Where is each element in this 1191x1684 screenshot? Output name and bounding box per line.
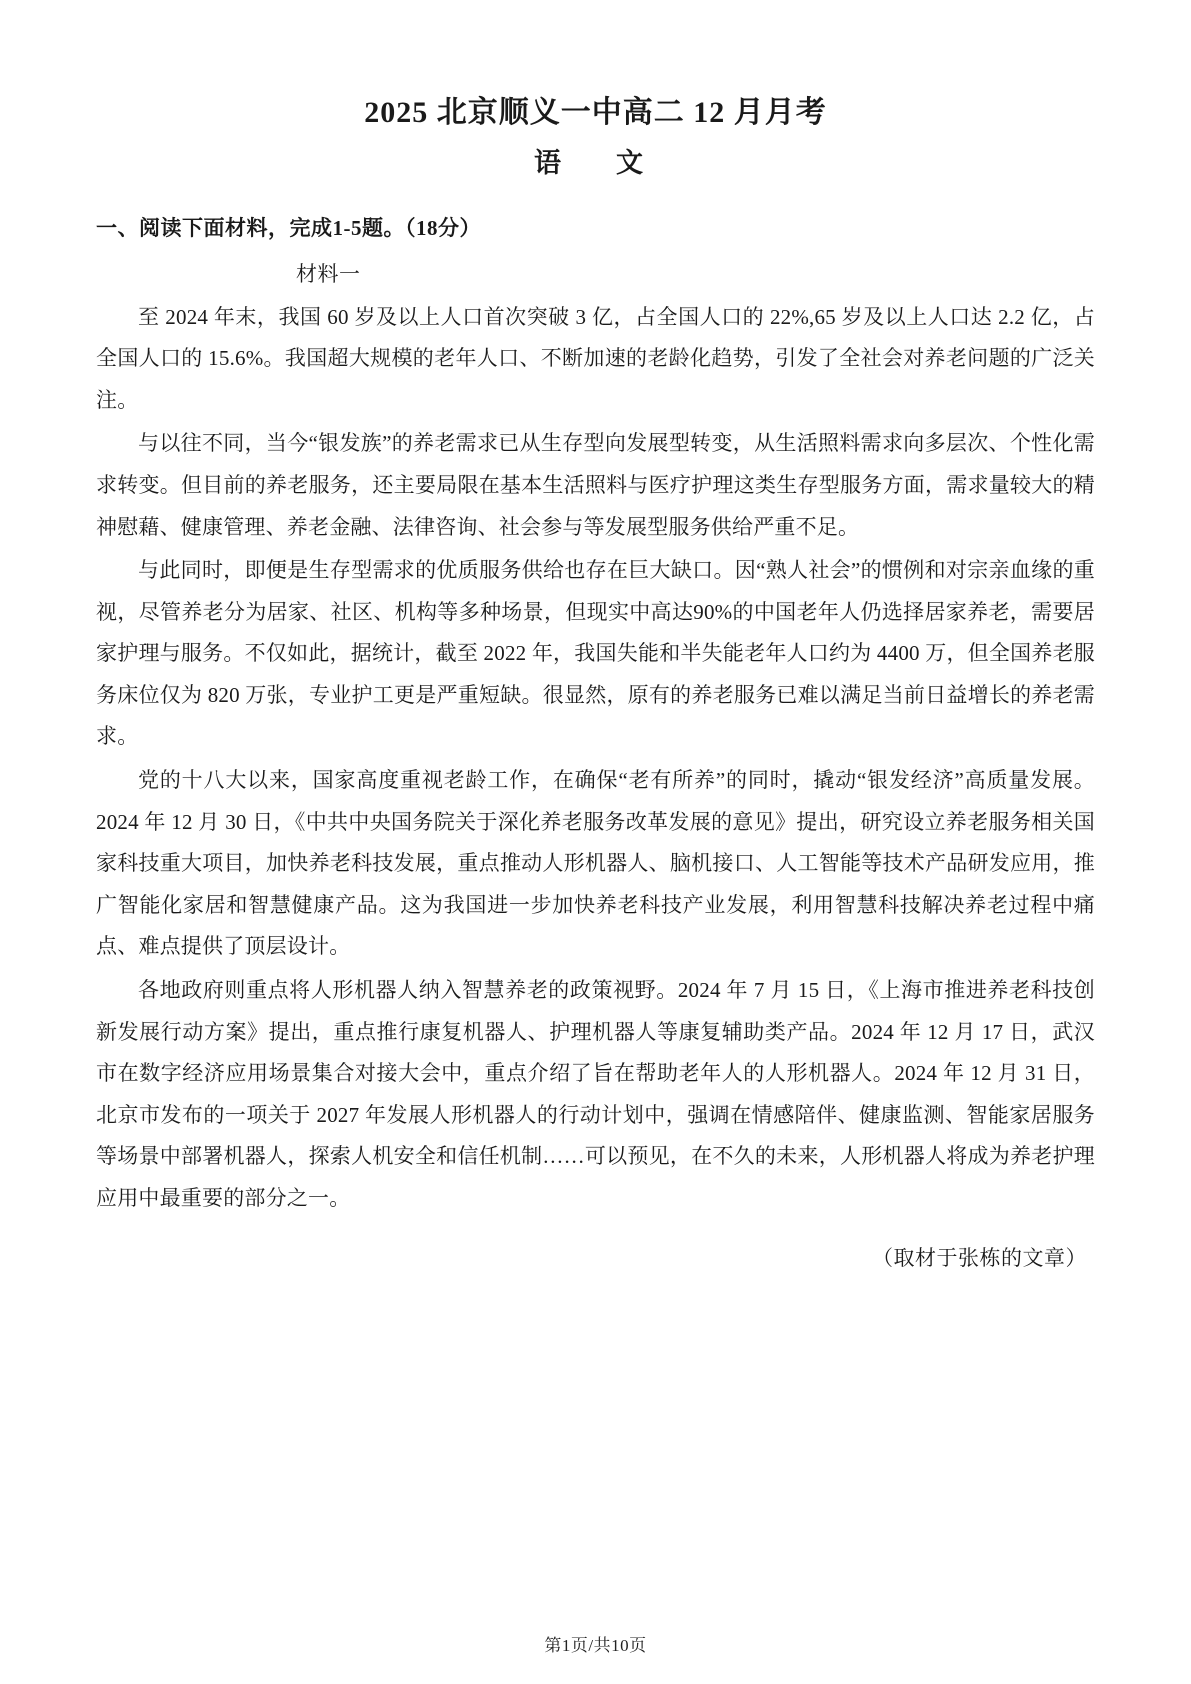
page-title: 2025 北京顺义一中高二 12 月月考	[364, 96, 827, 129]
paragraph: 党的十八大以来，国家高度重视老龄工作，在确保“老有所养”的同时，撬动“银发经济”高质量发展。2024 年 12 月 30 日，《中共中央国务院关于深化养老服务改革发展的意见》提出，研究设立养老服务相关国家科技重大项目，加快养老科技发展，重点推动人形机器人、脑机接口、人工智能等技术产品研发应用，推广智能化家居和智慧健康产品。这为我国进一步加快养老科技产业发展，利用智慧科技解决养老过程中痛点、难点提供了顶层设计。	[96, 768, 1095, 959]
page-footer: 第1页/共10页	[544, 1636, 647, 1655]
section-heading: 一、阅读下面材料，完成1-5题。（18分）	[96, 215, 481, 240]
paragraph: 与以往不同，当今“银发族”的养老需求已从生存型向发展型转变，从生活照料需求向多层次、个性化需求转变。但目前的养老服务，还主要局限在基本生活照料与医疗护理这类生存型服务方面，需求量较大的精神慰藉、健康管理、养老金融、法律咨询、社会参与等发展型服务供给严重不足。	[96, 431, 1095, 539]
paragraph: 各地政府则重点将人形机器人纳入智慧养老的政策视野。2024 年 7 月 15 日，《上海市推进养老科技创新发展行动方案》提出，重点推行康复机器人、护理机器人等康复辅助类产品。2024 年 12 月 17 日，武汉市在数字经济应用场景集合对接大会中，重点介绍了旨在帮助老年人的人形机器人。2024 年 12 月 31 日，北京市发布的一项关于 2027 年发展人形机器人的行动计划中，强调在情感陪伴、健康监测、智能家居服务等场景中部署机器人，探索人机安全和信任机制……可以预见，在不久的未来，人形机器人将成为养老护理应用中最重要的部分之一。	[96, 977, 1095, 1210]
material-label: 材料一	[296, 261, 361, 286]
source-attribution: （取材于张栋的文章）	[872, 1246, 1087, 1271]
subject-title: 语 文	[534, 148, 657, 178]
paragraph: 至 2024 年末，我国 60 岁及以上人口首次突破 3 亿，占全国人口的 22%,65 岁及以上人口达 2.2 亿，占全国人口的 15.6%。我国超大规模的老年人口、不断加速的老龄化趋势，引发了全社会对养老问题的广泛关注。	[96, 304, 1095, 412]
paragraph: 与此同时，即便是生存型需求的优质服务供给也存在巨大缺口。因“熟人社会”的惯例和对宗亲血缘的重视，尽管养老分为居家、社区、机构等多种场景，但现实中高达90%的中国老年人仍选择居家养老，需要居家护理与服务。不仅如此，据统计，截至 2022 年，我国失能和半失能老年人口约为 4400 万，但全国养老服务床位仅为 820 万张，专业护工更是严重短缺。很显然，原有的养老服务已难以满足当前日益增长的养老需求。	[96, 558, 1095, 749]
